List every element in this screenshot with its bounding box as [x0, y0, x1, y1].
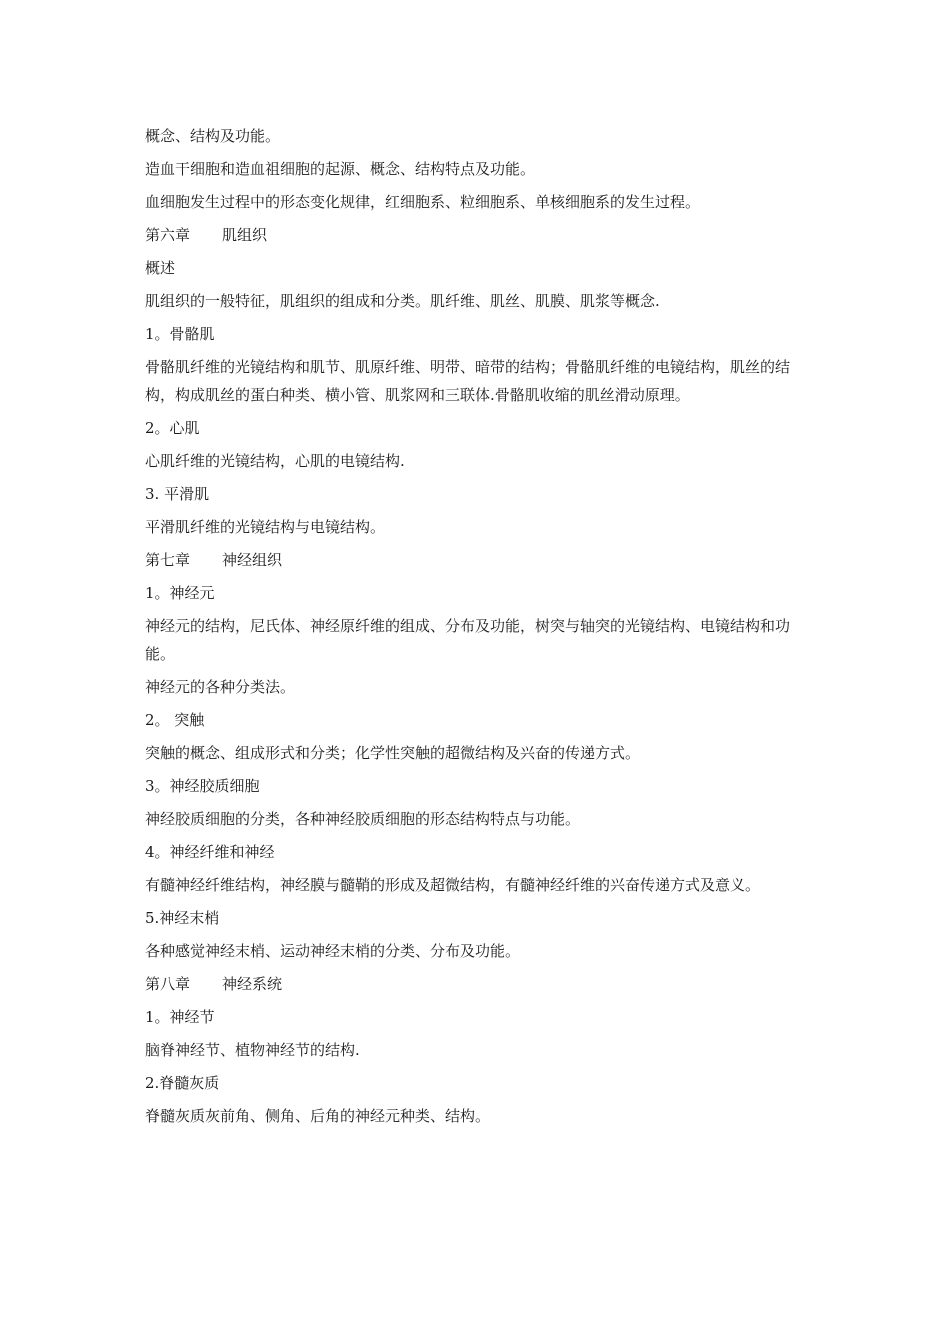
- text-line: 突触的概念、组成形式和分类；化学性突触的超微结构及兴奋的传递方式。: [145, 744, 641, 762]
- text-line: 1。骨骼肌: [145, 325, 215, 343]
- chapter-title: 神经系统: [222, 975, 283, 993]
- text-line: 2。心肌: [145, 419, 200, 437]
- chapter-heading: [145, 970, 805, 998]
- text-line: 1。神经元: [145, 584, 215, 602]
- chapter-title: 肌组织: [222, 226, 268, 244]
- chapter-number: 第六章: [145, 226, 191, 244]
- text-line: 脑脊神经节、植物神经节的结构.: [145, 1041, 360, 1059]
- text-line: 概念、结构及功能。: [145, 127, 281, 145]
- chapter-title: 神经组织: [222, 551, 283, 569]
- text-line: 肌组织的一般特征，肌组织的组成和分类。肌纤维、肌丝、肌膜、肌浆等概念.: [145, 292, 660, 310]
- body-paragraph: 有髓神经纤维结构，神经膜与髓鞘的形成及超微结构，有髓神经纤维的兴奋传递方式及意义。: [145, 876, 761, 894]
- text-line: 血细胞发生过程中的形态变化规律，红细胞系、粒细胞系、单核细胞系的发生过程。: [145, 193, 701, 211]
- text-line: 各种感觉神经末梢、运动神经末梢的分类、分布及功能。: [145, 942, 521, 960]
- text-line: 1。神经节: [145, 1008, 215, 1026]
- text-line: 2.脊髓灰质: [145, 1074, 220, 1092]
- text-line: 3. 平滑肌: [145, 485, 210, 503]
- chapter-number: 第七章: [145, 551, 191, 569]
- text-line: 3。神经胶质细胞: [145, 777, 260, 795]
- text-line: 平滑肌纤维的光镜结构与电镜结构。: [145, 518, 386, 536]
- body-paragraph: 骨骼肌纤维的光镜结构和肌节、肌原纤维、明带、暗带的结构；骨骼肌纤维的电镜结构，肌丝的结构，构成肌丝的蛋白种类、横小管、肌浆网和三联体.骨骼肌收缩的肌丝滑动原理。: [145, 358, 791, 404]
- chapter-number: 第八章: [145, 975, 191, 993]
- text-line: 概述: [145, 259, 176, 277]
- chapter-heading: [145, 546, 805, 574]
- body-paragraph: 神经元的结构，尼氏体、神经原纤维的组成、分布及功能，树突与轴突的光镜结构、电镜结构和功能。: [145, 617, 791, 663]
- text-line: 神经胶质细胞的分类，各种神经胶质细胞的形态结构特点与功能。: [145, 810, 581, 828]
- text-line: 神经元的各种分类法。: [145, 678, 296, 696]
- text-line: 造血干细胞和造血祖细胞的起源、概念、结构特点及功能。: [145, 160, 536, 178]
- text-line: 心肌纤维的光镜结构，心肌的电镜结构.: [145, 452, 405, 470]
- text-line: 4。神经纤维和神经: [145, 843, 275, 861]
- text-line: 5.神经末梢: [145, 909, 220, 927]
- document-page: [145, 122, 805, 1135]
- text-line: 脊髓灰质灰前角、侧角、后角的神经元种类、结构。: [145, 1107, 491, 1125]
- text-line: 2。 突触: [145, 711, 205, 729]
- chapter-heading: [145, 221, 805, 249]
